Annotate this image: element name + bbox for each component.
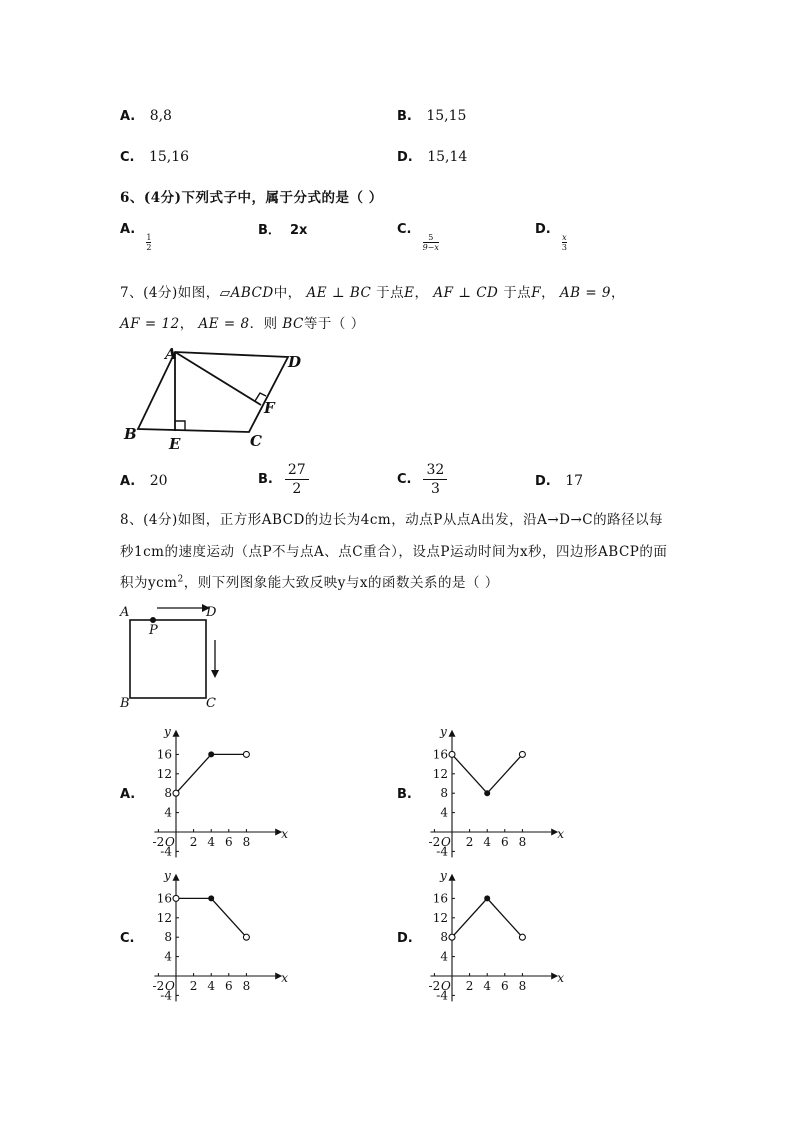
- label-d: D: [288, 353, 302, 371]
- q8-stem-line1: 8、(4分)如图，正方形ABCD的边长为4cm，动点P从点A出发，沿A→D→C的路径以每: [120, 512, 664, 528]
- q8-option-a-label[interactable]: A.: [120, 787, 136, 802]
- x-axis-name: x: [557, 971, 564, 985]
- open-point: [243, 934, 249, 940]
- series-line: [452, 754, 522, 793]
- q7-option-c[interactable]: [397, 461, 447, 498]
- q5-option-c-value: 15,16: [148, 149, 190, 165]
- q7-option-b-label: B.: [258, 472, 273, 487]
- y-tick-label: 12: [432, 910, 448, 925]
- q8-graph-a[interactable]: [140, 724, 288, 859]
- y-tick-label: 4: [164, 949, 172, 964]
- closed-point: [484, 790, 490, 796]
- label-p: P: [149, 623, 158, 638]
- q5-option-d-value: 15,14: [427, 149, 468, 165]
- q5-option-d-label: D.: [397, 150, 413, 165]
- q7-math: BC: [282, 316, 304, 332]
- q6-option-a[interactable]: [120, 218, 152, 252]
- q7-text: ，: [414, 285, 429, 301]
- label-a: A: [120, 605, 130, 620]
- q5-option-b-label: B.: [397, 109, 412, 124]
- q6-option-b-label: B．: [258, 223, 281, 238]
- open-point: [519, 934, 525, 940]
- q8-option-d-label[interactable]: D.: [397, 931, 413, 946]
- q7-option-b[interactable]: [258, 461, 309, 498]
- q5-option-a-label: A.: [120, 109, 136, 124]
- y-axis-arrow: [173, 874, 180, 881]
- closed-point: [208, 895, 214, 901]
- x-tick-label: 8: [518, 835, 527, 849]
- label-b: B: [124, 425, 137, 443]
- y-axis-arrow: [173, 730, 180, 737]
- series-line: [176, 754, 246, 793]
- x-tick-label: 6: [500, 979, 509, 993]
- q6-option-c[interactable]: [397, 218, 439, 252]
- q7-math: F: [531, 285, 542, 301]
- y-tick-label: 8: [164, 930, 172, 945]
- label-a: A: [165, 345, 177, 363]
- x-tick-label: 2: [465, 835, 474, 849]
- q8-graph-b[interactable]: [416, 724, 564, 859]
- x-tick-label: -2: [428, 835, 441, 849]
- q7-option-c-label: C.: [397, 472, 412, 487]
- label-f: F: [264, 399, 275, 417]
- q6-option-b-value: 2x: [290, 223, 308, 238]
- x-axis-name: x: [557, 827, 564, 841]
- q8-superscript: 2: [177, 574, 184, 585]
- q5-option-d[interactable]: [397, 149, 467, 165]
- x-tick-label: 6: [224, 979, 233, 993]
- y-tick-label: 8: [440, 786, 448, 801]
- x-tick-label: 4: [207, 835, 216, 849]
- q7-parallelogram-figure: [118, 345, 308, 455]
- q5-option-a-value: 8,8: [149, 108, 172, 124]
- q7-option-a-label: A.: [120, 474, 136, 489]
- x-tick-label: 2: [189, 835, 198, 849]
- fraction-numerator: 1: [146, 233, 152, 242]
- q7-text: ，: [611, 285, 626, 301]
- x-tick-label: -2: [152, 979, 165, 993]
- q7-option-a[interactable]: [120, 473, 168, 489]
- q8-graph-d[interactable]: [416, 868, 564, 1003]
- y-axis-name: y: [164, 868, 171, 883]
- x-tick-label: 6: [500, 835, 509, 849]
- q8-square-figure: [116, 600, 226, 712]
- q6-option-d[interactable]: [535, 218, 567, 252]
- q7-math: AE ⊥ BC: [306, 285, 372, 301]
- x-tick-label: 8: [518, 979, 527, 993]
- parallelogram-abcd: [138, 352, 288, 432]
- q7-math: AF = 12: [120, 316, 180, 332]
- fraction-numerator: 5: [428, 233, 434, 242]
- y-tick-label: 16: [432, 747, 448, 762]
- open-point: [519, 751, 525, 757]
- x-tick-label: -2: [428, 979, 441, 993]
- x-tick-label: 8: [242, 979, 251, 993]
- q7-math: AE = 8: [198, 316, 250, 332]
- open-point: [243, 751, 249, 757]
- y-axis-name: y: [440, 868, 447, 883]
- q7-option-b-fraction: [285, 461, 309, 498]
- q7-text: ．则: [249, 316, 278, 332]
- q6-option-d-fraction: [562, 233, 567, 252]
- fraction-denominator: 3: [561, 243, 567, 252]
- origin-label: O: [165, 835, 175, 849]
- open-point: [449, 751, 455, 757]
- q7-math: AB = 9: [559, 285, 612, 301]
- y-tick-label: 16: [156, 891, 172, 906]
- q8-stem-line2: 秒1cm的速度运动（点P不与点A、点C重合），设点P运动时间为x秒，四边形ABCP的面: [120, 544, 668, 560]
- q5-option-c-label: C.: [120, 150, 135, 165]
- q8-graph-c[interactable]: [140, 868, 288, 1003]
- q6-option-c-fraction: [423, 233, 439, 252]
- label-e: E: [169, 435, 181, 453]
- q7-option-d-label: D.: [535, 474, 551, 489]
- y-tick-label: 4: [440, 949, 448, 964]
- arrow-down-head: [211, 670, 219, 678]
- x-tick-label: 2: [465, 979, 474, 993]
- q8-text: 积为ycm: [120, 575, 178, 591]
- label-b: B: [120, 696, 130, 711]
- fraction-denominator: 2: [292, 481, 302, 497]
- q6-stem: 6、(4分)下列式子中，属于分式的是（ ）: [120, 190, 383, 206]
- q6-option-d-label: D.: [535, 222, 551, 237]
- q8-option-c-label[interactable]: C.: [120, 931, 135, 946]
- q5-option-b-value: 15,15: [426, 108, 467, 124]
- open-point: [173, 895, 179, 901]
- x-axis-name: x: [281, 971, 288, 985]
- x-axis-name: x: [281, 827, 288, 841]
- q7-text: 中，: [273, 285, 302, 301]
- y-axis-name: y: [164, 724, 171, 739]
- q8-text: ，则下列图象能大致反映y与x的函数关系的是（ ）: [183, 575, 499, 591]
- q5-option-a[interactable]: [120, 108, 172, 124]
- y-axis-arrow: [449, 874, 456, 881]
- q7-stem-line2: [120, 312, 365, 332]
- q5-option-c[interactable]: [120, 149, 189, 165]
- series-line: [176, 898, 246, 937]
- x-tick-label: 8: [242, 835, 251, 849]
- closed-point: [208, 751, 214, 757]
- origin-label: O: [441, 979, 451, 993]
- q6-option-a-label: A.: [120, 222, 136, 237]
- closed-point: [484, 895, 490, 901]
- y-tick-label: 16: [156, 747, 172, 762]
- q7-math: E: [404, 285, 415, 301]
- segment-af: [175, 352, 261, 405]
- y-tick-label: -4: [160, 844, 172, 859]
- y-tick-label: -4: [436, 844, 448, 859]
- x-tick-label: 6: [224, 835, 233, 849]
- fraction-denominator: 9−x: [422, 243, 439, 252]
- y-axis-arrow: [449, 730, 456, 737]
- q7-text: 于点: [503, 285, 532, 301]
- series-line: [452, 898, 522, 937]
- y-tick-label: 8: [440, 930, 448, 945]
- q7-text: 7、(4分)如图，: [120, 285, 220, 301]
- x-tick-label: 2: [189, 979, 198, 993]
- q7-option-a-value: 20: [149, 473, 168, 489]
- x-tick-label: -2: [152, 835, 165, 849]
- y-tick-label: 4: [440, 805, 448, 820]
- q7-stem-line1: [120, 281, 625, 301]
- y-tick-label: 12: [156, 910, 172, 925]
- x-tick-label: 4: [483, 979, 492, 993]
- q6-option-c-label: C.: [397, 222, 412, 237]
- q7-parallelogram-name: ▱ABCD: [219, 285, 274, 301]
- q8-stem-line3: [120, 571, 499, 591]
- y-tick-label: -4: [436, 988, 448, 1003]
- y-tick-label: 4: [164, 805, 172, 820]
- y-tick-label: -4: [160, 988, 172, 1003]
- x-tick-label: 4: [207, 979, 216, 993]
- q6-option-b[interactable]: [258, 219, 307, 238]
- fraction-numerator: 32: [426, 462, 445, 478]
- fraction-numerator: x: [562, 233, 567, 242]
- q7-text: ，: [179, 316, 194, 332]
- y-tick-label: 12: [432, 766, 448, 781]
- y-tick-label: 12: [156, 766, 172, 781]
- x-tick-label: 4: [483, 835, 492, 849]
- label-c: C: [250, 432, 262, 450]
- square-abcd: [130, 620, 206, 698]
- q7-text: ，: [541, 285, 556, 301]
- q7-option-d-value: 17: [565, 473, 584, 489]
- q6-option-a-fraction: [146, 233, 151, 252]
- origin-label: O: [441, 835, 451, 849]
- open-point: [449, 934, 455, 940]
- q7-text: 等于（ ）: [303, 316, 365, 332]
- origin-label: O: [165, 979, 175, 993]
- q7-text: 于点: [376, 285, 405, 301]
- open-point: [173, 790, 179, 796]
- fraction-denominator: 3: [430, 481, 440, 497]
- q7-math: AF ⊥ CD: [433, 285, 499, 301]
- y-tick-label: 16: [432, 891, 448, 906]
- q7-option-d[interactable]: [535, 473, 583, 489]
- q5-option-b[interactable]: [397, 108, 466, 124]
- fraction-numerator: 27: [287, 462, 306, 478]
- label-d: D: [206, 605, 217, 620]
- y-tick-label: 8: [164, 786, 172, 801]
- fraction-denominator: 2: [146, 243, 152, 252]
- label-c: C: [206, 696, 216, 711]
- q8-option-b-label[interactable]: B.: [397, 787, 412, 802]
- q7-option-c-fraction: [423, 461, 447, 498]
- y-axis-name: y: [440, 724, 447, 739]
